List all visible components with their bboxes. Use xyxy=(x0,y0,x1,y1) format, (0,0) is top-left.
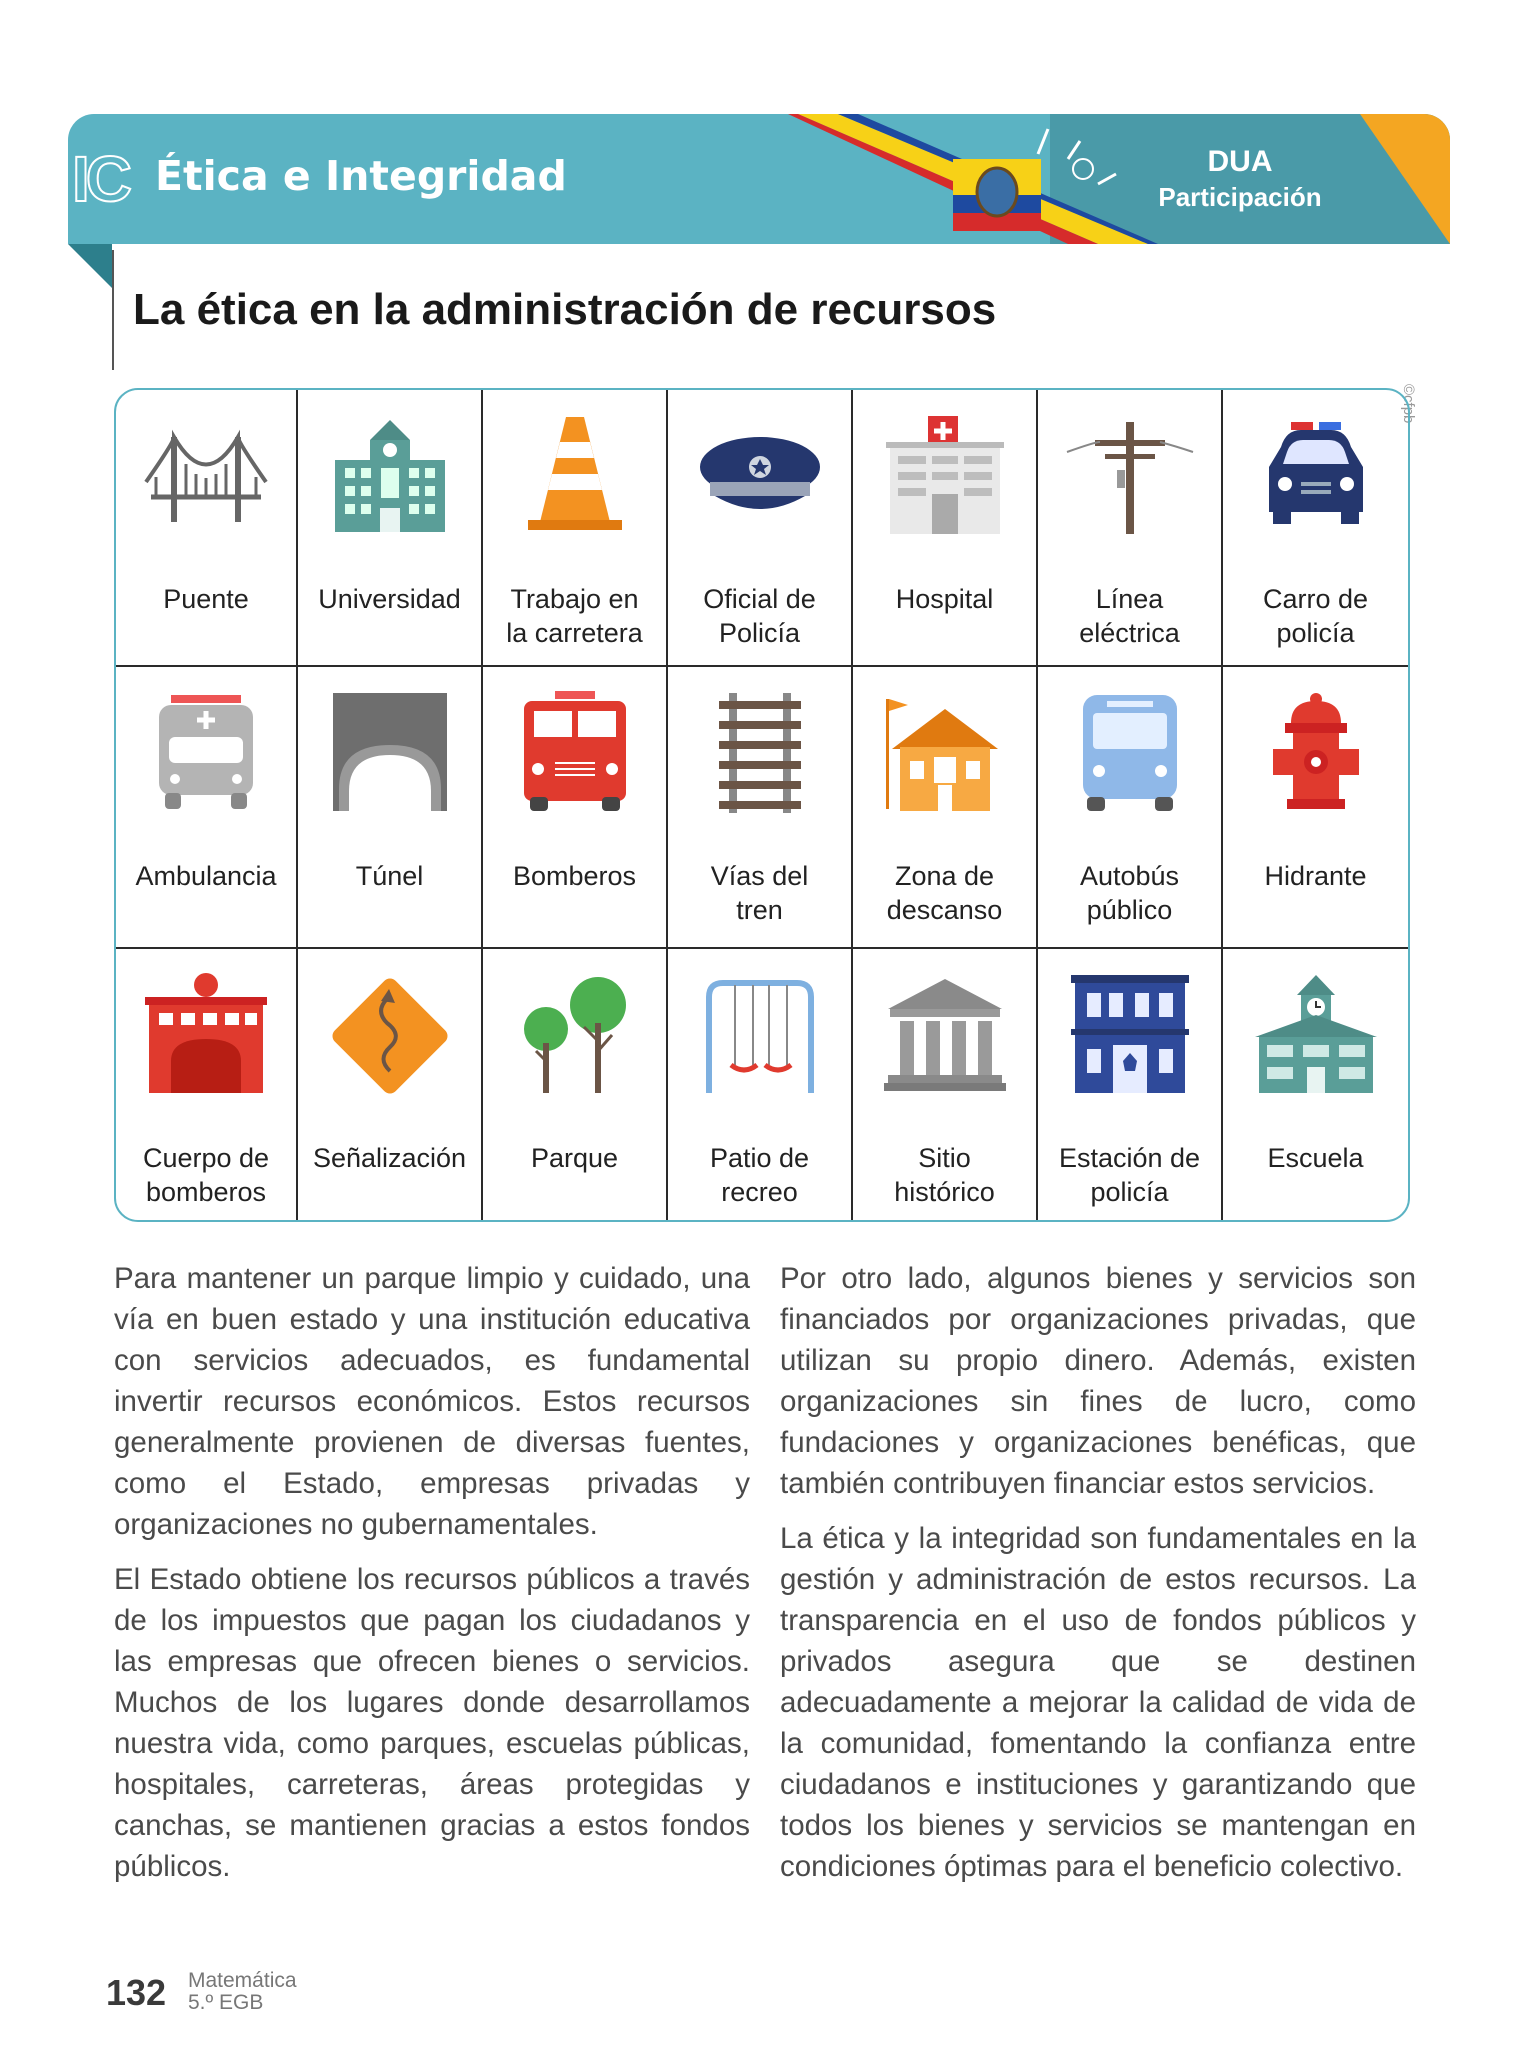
grid-cell-label: Oficial de Policía xyxy=(703,584,816,648)
grid-cell xyxy=(1038,667,1223,949)
body-paragraph: La ética y la integridad son fundamentales en la gestión y administración de estos recursos. La transparencia en el uso de fondos públicos y privados asegura que se destinen adecuadamente a mejorar la calidad de vida de la comunidad, fomentando la confianza entre ciudadanos e instituciones y garantizando que todos los bienes y servicios se mantengan en condiciones óptimas para el beneficio colectivo. xyxy=(780,1522,1416,1883)
grid-cell-label: Hidrante xyxy=(1264,861,1367,891)
swing-icon xyxy=(668,961,851,1111)
footer-subject xyxy=(188,1970,297,2014)
body-paragraph: El Estado obtiene los recursos públicos a través de los impuestos que pagan los ciudadanos y las empresas que ofrecen bienes o servicios. Muchos de los lugares donde desarrollamos nuestra vida, como parques, escuelas públicas, hospitales, carreteras, áreas protegidas y canchas, se mantienen gracias a estos fondos públicos. xyxy=(114,1563,750,1883)
page-number: 132 xyxy=(106,1972,167,2013)
header-fold xyxy=(68,244,112,288)
grid-cell-label: Trabajo en la carretera xyxy=(506,584,643,648)
grid-cell xyxy=(116,667,298,949)
bus-icon xyxy=(1038,679,1221,829)
grid-cell xyxy=(116,390,298,667)
grid-cell-label: Bomberos xyxy=(512,861,637,891)
railroad-tracks-icon xyxy=(668,679,851,829)
grid-cell xyxy=(1038,949,1223,1220)
grid-cell xyxy=(668,390,853,667)
grid-cell-label: Sitio histórico xyxy=(894,1143,995,1207)
grid-cell xyxy=(298,949,483,1220)
grid-cell-label: Hospital xyxy=(895,584,994,614)
grid-cell-label: Puente xyxy=(163,584,249,614)
grid-cell xyxy=(853,949,1038,1220)
power-pole-icon xyxy=(1038,402,1221,552)
trees-icon xyxy=(483,961,666,1111)
traffic-cone-icon xyxy=(483,402,666,552)
police-cap-icon xyxy=(668,402,851,552)
grid-cell-label: Zona de descanso xyxy=(886,861,1003,925)
grid-cell xyxy=(668,667,853,949)
fire-station-icon xyxy=(116,961,296,1111)
grid-cell-label: Parque xyxy=(530,1143,619,1173)
grid-cell-label: Túnel xyxy=(355,861,424,891)
grid-cell-label: Autobús público xyxy=(1079,861,1180,925)
hospital-icon xyxy=(853,402,1036,552)
rest-house-icon xyxy=(853,679,1036,829)
dua-badge-title: DUA xyxy=(1207,145,1273,178)
body-paragraph: Para mantener un parque limpio y cuidado, una vía en buen estado y una institución educativa con servicios adecuados, es fundamental invertir recursos económicos. Estos recursos generalmente provienen de diversas fuentes, como el Estado, empresas privadas y organizaciones no gubernamentales. xyxy=(114,1262,750,1541)
grid-cell-label: Señalización xyxy=(312,1143,467,1173)
historic-building-icon xyxy=(853,961,1036,1111)
infrastructure-grid xyxy=(114,388,1410,1222)
body-left-column xyxy=(114,1258,750,1901)
fire-hydrant-icon xyxy=(1223,679,1408,829)
title-rule xyxy=(112,250,114,370)
section-title: La ética en la administración de recursos xyxy=(133,285,997,334)
body-right-column xyxy=(780,1258,1416,1901)
fire-truck-icon xyxy=(483,679,666,829)
road-sign-icon xyxy=(298,961,481,1111)
tunnel-icon xyxy=(298,679,481,829)
grid-cell xyxy=(1223,390,1408,667)
body-paragraph: Por otro lado, algunos bienes y servicios son financiados por organizaciones privadas, que utilizan su propio dinero. Además, existen organizaciones sin fines de lucro, como fundaciones y organizaciones benéficas, que también contribuyen financiar estos servicios. xyxy=(780,1262,1416,1500)
bridge-icon xyxy=(116,402,296,552)
image-credit: ©cfpb xyxy=(1400,384,1417,424)
grid-cell xyxy=(116,949,298,1220)
grid-cell-label: Universidad xyxy=(318,584,461,614)
university-icon xyxy=(298,402,481,552)
grid-cell xyxy=(853,390,1038,667)
grid-cell-label: Ambulancia xyxy=(135,861,277,891)
dua-badge-subtitle: Participación xyxy=(1158,182,1322,212)
grid-cell-label: Vías del tren xyxy=(710,861,809,925)
grid-cell xyxy=(1038,390,1223,667)
grid-cell xyxy=(853,667,1038,949)
flag-ribbon-icon xyxy=(768,114,1288,244)
grid-cell-label: Patio de recreo xyxy=(709,1143,810,1207)
grid-cell xyxy=(483,667,668,949)
grid-cell-label: Cuerpo de bomberos xyxy=(142,1143,270,1207)
ic-logo: IC xyxy=(72,143,128,215)
grid-cell-label: Estación de policía xyxy=(1058,1143,1201,1207)
police-station-icon xyxy=(1038,961,1221,1111)
footer-subject-name: Matemática xyxy=(188,1969,297,1992)
grid-cell xyxy=(668,949,853,1220)
grid-cell-label: Carro de policía xyxy=(1262,584,1369,648)
ambulance-icon xyxy=(116,679,296,829)
grid-cell xyxy=(483,390,668,667)
grid-cell xyxy=(298,667,483,949)
police-car-icon xyxy=(1223,402,1408,552)
header-title: Ética e Integridad xyxy=(155,152,567,200)
grid-cell xyxy=(1223,667,1408,949)
grid-cell xyxy=(298,390,483,667)
grid-cell xyxy=(1223,949,1408,1220)
grid-cell xyxy=(483,949,668,1220)
grid-cell-label: Escuela xyxy=(1267,1143,1364,1173)
footer-grade: 5.º EGB xyxy=(188,1991,264,2014)
school-icon xyxy=(1223,961,1408,1111)
grid-cell-label: Línea eléctrica xyxy=(1079,584,1180,648)
